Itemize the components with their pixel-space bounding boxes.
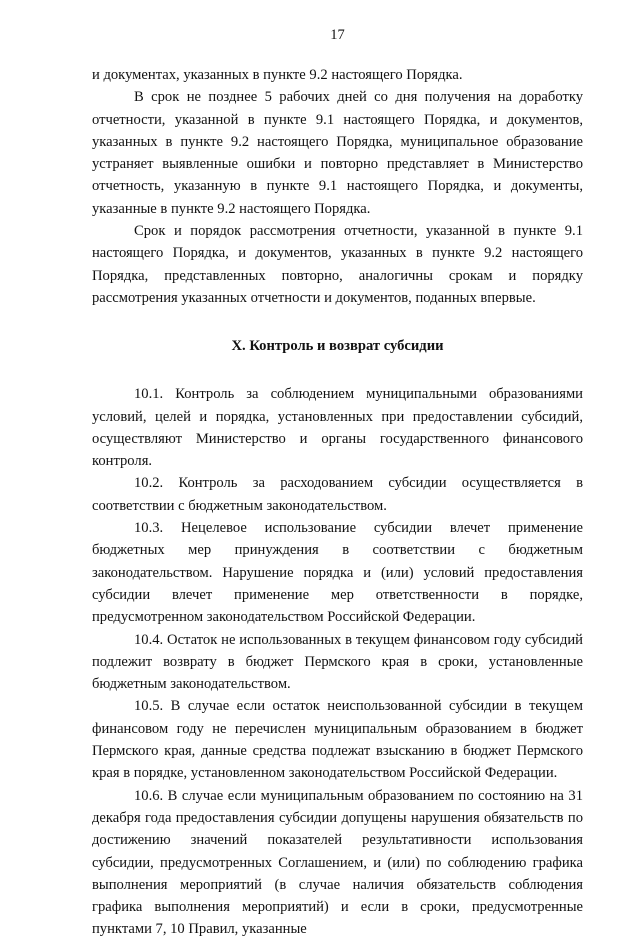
paragraph-10-3: 10.3. Нецелевое использование субсидии влечет применение бюджетных мер принуждения в соответствии с бюджетным законодательством. Нарушение порядка и (или) условий предоставления субсидии влечет применение мер ответственности в порядке, предусмотренном законодательством Российской Федерации.	[92, 520, 583, 626]
paragraph-continuation: и документах, указанных в пункте 9.2 настоящего Порядка.	[92, 67, 463, 83]
paragraph-review-terms: Срок и порядок рассмотрения отчетности, указанной в пункте 9.1 настоящего Порядка, и документов, указанных в пункте 9.2 настоящего Порядка, представленных повторно, аналогичны срокам и порядку рассмотрения указанных отчетности и документов, поданных впервые.	[92, 223, 583, 306]
paragraph-10-1: 10.1. Контроль за соблюдением муниципальными образованиями условий, целей и порядка, установленных при предоставлении субсидий, осуществляют Министерство и органы государственного финансового контроля.	[92, 386, 583, 470]
paragraph-10-6: 10.6. В случае если муниципальным образованием по состоянию на 31 декабря года предоставления субсидии допущены нарушения обязательств по достижению значений показателей результативности использования субсидии, предусмотренных Соглашением, и (или) по соблюдению графика выполнения мероприятий (в случае наличия обязательств соблюдения графика выполнения мероприятий) и если в сроки, предусмотренные пунктами 7, 10 Правил, указанные	[92, 787, 583, 938]
paragraph-10-4: 10.4. Остаток не использованных в текущем финансовом году субсидий подлежит возврату в бюджет Пермского края в сроки, установленные бюджетным законодательством.	[92, 631, 583, 693]
document-body	[92, 64, 583, 941]
paragraph-resubmission-deadline: В срок не позднее 5 рабочих дней со дня получения на доработку отчетности, указанной в пункте 9.1 настоящего Порядка, и документов, указанных в пункте 9.2 настоящего Порядка, муниципальное образование устраняет выявленные ошибки и повторно представляет в Министерство отчетность, указанную в пункте 9.1 настоящего Порядка, и документы, указанные в пункте 9.2 настоящего Порядка.	[92, 89, 583, 217]
paragraph-10-5: 10.5. В случае если остаток неиспользованной субсидии в текущем финансовом году не перечислен муниципальным образованием в бюджет Пермского края, данные средства подлежат взысканию в бюджет Пермского края в порядке, установленном законодательством Российской Федерации.	[92, 698, 583, 782]
paragraph-10-2: 10.2. Контроль за расходованием субсидии осуществляется в соответствии с бюджетным законодательством.	[92, 475, 583, 514]
page-number: 17	[330, 27, 345, 43]
section-heading: X. Контроль и возврат субсидии	[231, 338, 444, 355]
